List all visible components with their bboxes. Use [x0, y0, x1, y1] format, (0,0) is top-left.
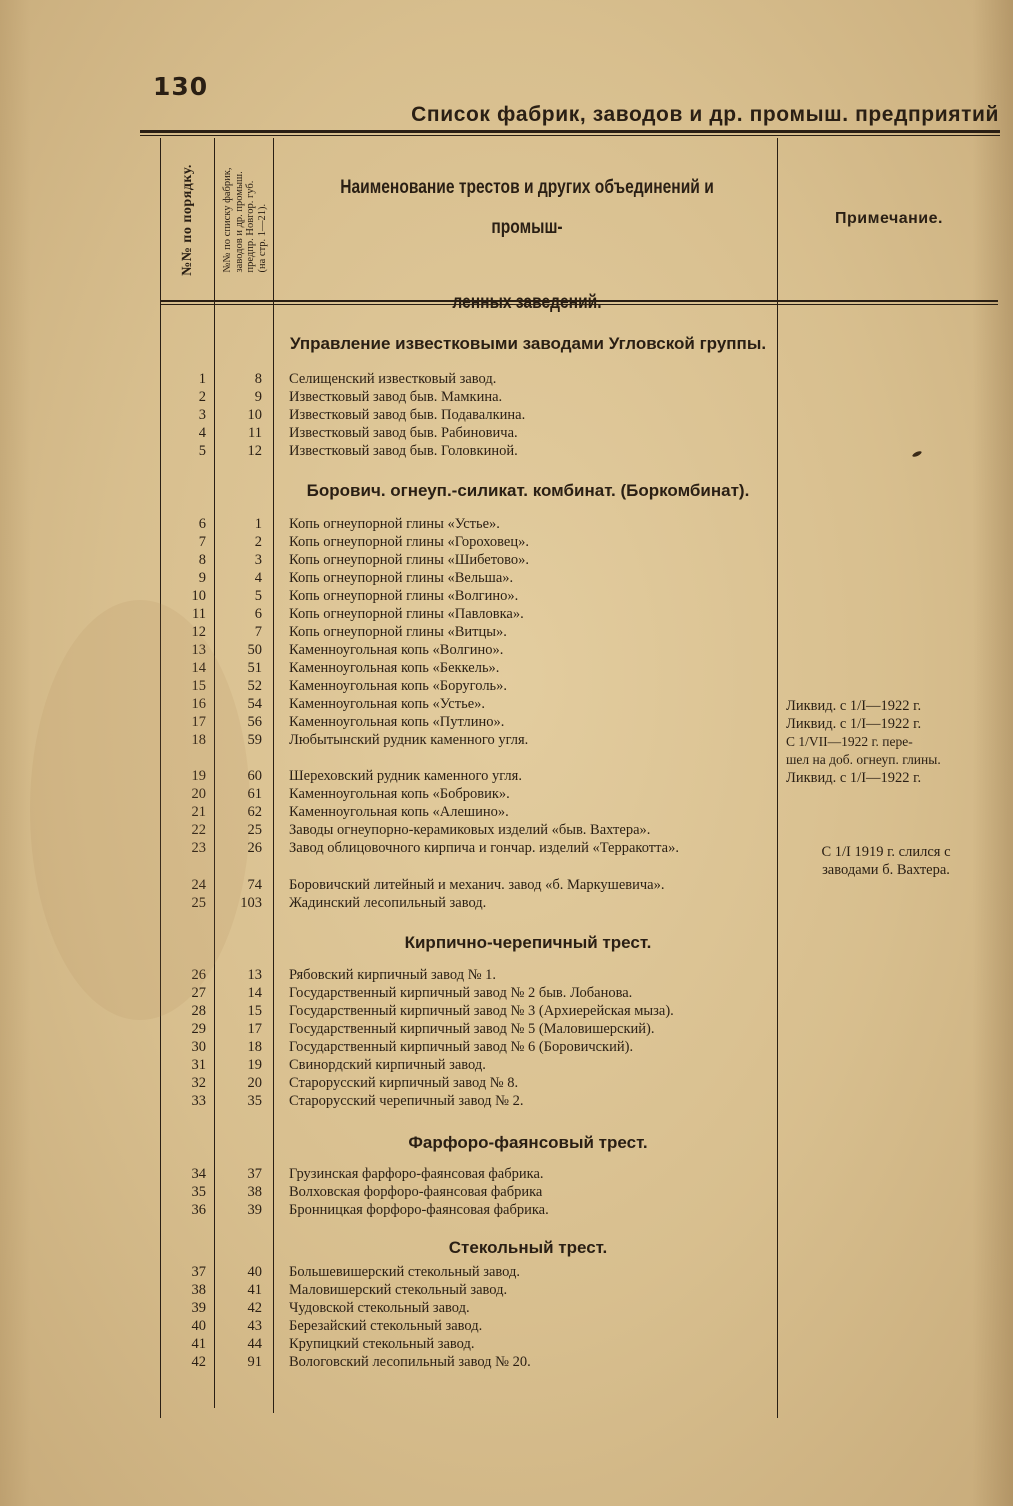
header-note-column: Примечание. [835, 210, 943, 227]
header-list-reference: №№ по списку фабрик, заводов и др. промыш. предпр. Новгор. губ. (на стр. 1—21). [222, 167, 268, 273]
row-note: Ликвид. с 1/I—1922 г. [786, 698, 922, 714]
page-number: 130 [153, 72, 209, 101]
group-title: Управление известковыми заводами Угловской группы. [289, 334, 767, 353]
header-serial-number: №№ по порядку. [180, 164, 195, 276]
group-title: Борович. огнеуп.-силикат. комбинат. (Боркомбинат). [306, 481, 750, 500]
column-line-2 [273, 138, 274, 1413]
header-name-column: Наименование трестов и других объединений и промыш- ленных заведений. [340, 177, 714, 313]
top-rule-thick [140, 130, 1000, 133]
row-note: С 1/I 1919 г. слился с заводами б. Вахтера. [821, 844, 951, 878]
group-title: Кирпично-черепичный трест. [404, 933, 652, 952]
paper-stain [30, 600, 250, 1020]
row-note: Ликвид. с 1/I—1922 г. [786, 770, 922, 786]
scanned-page: 130 Список фабрик, заводов и др. промыш. предприятий №№ по порядку. №№ по списку фабрик, заводов и др. промыш. предпр. Новгор. губ. (на стр. 1—21). Наименование трестов и других объединений и промыш- ленных заведений. Примечание. Управление известковыми заводами Угловской группы. Борович. огнеуп.-силикат. комбинат. (Боркомбинат). Кирпично-черепичный трест. Фарфоро-фаянсовый трест. Стекольный трест. 1 8 Селищенский известковый завод. 2 9 Известковый завод быв. Мамкина. 3 10 Известковый завод быв. Подавалкина. 4 11 Известковый завод быв. Рабиновича. 5 12 Известковый завод быв. Головкиной. 6 1 Копь огнеупорной глины «Устье». 7 2 Копь огнеупорной глины «Гороховец». 8 3 Копь огнеупорной глины «Шибетово». 9 4 Копь огнеупорной глины «Вельша». 10 5 Копь огнеупорной глины «Волгино». 11 6 Копь огнеупорной глины «Павловка». 12 7 Копь огнеупорной глины «Витцы». 13 50 Каменноугольная копь «Волгино». 14 51 Каменноугольная копь «Беккель». 15 52 Каменноугольная копь «Боруголь». 16 54 Каменноугольная копь «Устье». Ликвид. с 1/I—1922 г. 17 56 Каменноугольная копь «Путлино». Ликвид. с 1/I—1922 г. 18 59 Любытынский рудник каменного угля. С 1/VII—1922 г. пере- шел на доб. огнеуп. глины. 19 60 Шереховский рудник каменного угля. Ликвид. с 1/I—1922 г. 20 61 Каменноугольная копь «Бобровик». 21 62 Каменноугольная копь «Алешино». 22 25 Заводы огнеупорно-керамиковых изделий «быв. Вахтера». 23 26 Завод облицовочного кирпича и гончар. изделий «Терракотта». С 1/I 1919 г. слился с заводами б. Вахтера. 24 74 Боровичский литейный и механич. завод «б. Маркушевича». 25 103 Жадинский лесопильный завод. 26 13 Рябовский кирпичный завод № 1. 27 14 Государственный кирпичный завод № 2 быв. Лобанова. 28 15 Государственный кирпичный завод № 3 (Архиерейская мыза). 29 17 Государственный кирпичный завод № 5 (Маловишерский). 30 18 Государственный кирпичный завод № 6 (Боровичский). 31 19 Свинордский кирпичный завод. 32 20 Старорусский кирпичный завод № 8. 33 35 Старорусский черепичный завод № 2. 34 37 Грузинская фарфоро-фаянсовая фабрика. 35 38 Волховская форфоро-фаянсовая фабрика 36 39 Бронницкая форфоро-фаянсовая фабрика. 37 40 Большевишерский стекольный завод. 38 41 Маловишерский стекольный завод. 39 42 Чудовской стекольный завод. 40 43 Березайский стекольный завод. 41 44 Крупицкий стекольный завод. 42 91 Вологовский лесопильный завод № 20. [0, 0, 1013, 1506]
row-note: С 1/VII—1922 г. пере- шел на доб. огнеуп. глины. [786, 734, 941, 767]
page-title: Список фабрик, заводов и др. промыш. предприятий [411, 103, 999, 126]
row-note: Ликвид. с 1/I—1922 г. [786, 716, 922, 732]
paper-stain [912, 450, 923, 458]
top-rule-thin [140, 135, 1000, 136]
group-title: Фарфоро-фаянсовый трест. [408, 1133, 648, 1152]
group-title: Стекольный трест. [448, 1238, 608, 1257]
